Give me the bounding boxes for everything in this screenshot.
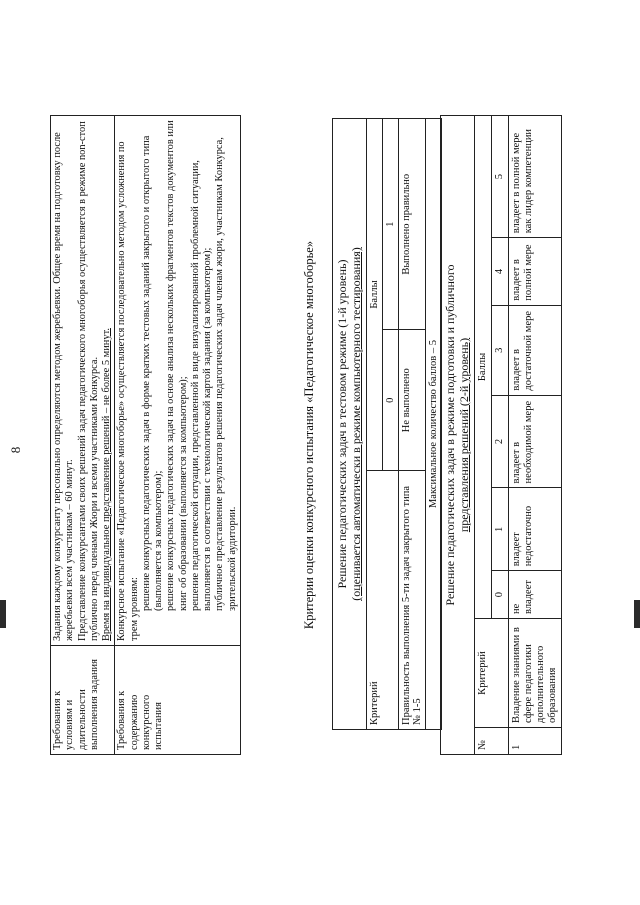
- scan-edge-mark: [634, 600, 640, 628]
- page-number: 8: [8, 446, 23, 454]
- requirement-label: Требования к содержанию конкурсного испытания: [115, 646, 241, 755]
- points-header: 1: [382, 119, 398, 330]
- table-row: [115, 116, 241, 755]
- header-points: Баллы: [366, 119, 382, 471]
- points-header: 3: [491, 305, 508, 395]
- value-cell: Не выполнено: [398, 330, 425, 471]
- requirements-table: [50, 115, 241, 755]
- scan-edge-mark: [0, 600, 6, 628]
- value-cell: владеет недостаточно: [508, 488, 561, 571]
- level2-table: [440, 115, 562, 755]
- table-row: [51, 116, 115, 755]
- value-cell: владеет в необходимой мере: [508, 395, 561, 488]
- table-row: [398, 119, 425, 730]
- value-cell: владеет в достаточной мере: [508, 305, 561, 395]
- criterion-cell: Владение знаниями в сфере педагогики дополнительного образования: [508, 619, 561, 728]
- requirement-label: Требования к условиям и длительности выполнения задания: [51, 646, 115, 755]
- requirement-text: Конкурсное испытание «Педагогическое многоборье» осуществляется последовательно методом усложнения по трем уровням: решение конкурсных педагогических задач в форме кратких тестовых заданий закрытого и открытого типа (выполняется за компьютером); решение конкурсных педагогических задач на основе анализа нескольких фрагментов текстов документов или книг об образовании (выполняется за компьютером); решение педагогической ситуации, представленной в виде визуализированной проблемной ситуации, выполняется в соответствии с технологической картой задания (за компьютером); публичное представление результатов решения педагогических задач членам жюри, участникам Конкурса, зрительской аудитории.: [115, 116, 241, 646]
- level1-table: [332, 118, 442, 730]
- header-criterion: Критерий: [366, 471, 398, 730]
- header-points: Баллы: [474, 116, 491, 619]
- value-cell: владеет в полной мере: [508, 238, 561, 305]
- max-score: Максимальное количество баллов – 5: [425, 119, 441, 730]
- criterion-cell: Правильность выполнения 5-ти задач закрытого типа № 1-5: [398, 471, 425, 730]
- requirement-text: Задания каждому конкурсанту персонально определяются методом жеребьевки. Общее время на подготовку после жеребьевки всем участникам – 60 минут. Представление конкурсантами своих решений задач педагогического многоборья осуществляется в режиме non-стоп публично перед членами Жюри и всеми участниками Конкурса. Время на индивидуальное представление решений – не более 5 минут.: [51, 116, 115, 646]
- value-cell: владеет в полной мере как лидер компетенции: [508, 116, 561, 238]
- row-number: 1: [508, 728, 561, 755]
- level2-title: Решение педагогических задач в режиме подготовки и публичного представления решений (2-й уровень): [441, 116, 475, 755]
- table-row: [508, 116, 561, 755]
- points-header: 1: [491, 488, 508, 571]
- value-cell: Выполнено правильно: [398, 119, 425, 330]
- points-header: 5: [491, 116, 508, 238]
- points-header: 0: [382, 330, 398, 471]
- points-header: 0: [491, 571, 508, 619]
- level1-title: Решение педагогических задач в тестовом режиме (1-й уровень) (оценивается автоматически в режиме компьютерного тестирования): [333, 119, 367, 730]
- header-criterion: Критерий: [474, 619, 508, 728]
- points-header: 4: [491, 238, 508, 305]
- value-cell: не владеет: [508, 571, 561, 619]
- points-header: 2: [491, 395, 508, 488]
- criteria-title: Критерии оценки конкурсного испытания «Педагогическое многоборье»: [302, 240, 316, 630]
- header-num: №: [474, 728, 508, 755]
